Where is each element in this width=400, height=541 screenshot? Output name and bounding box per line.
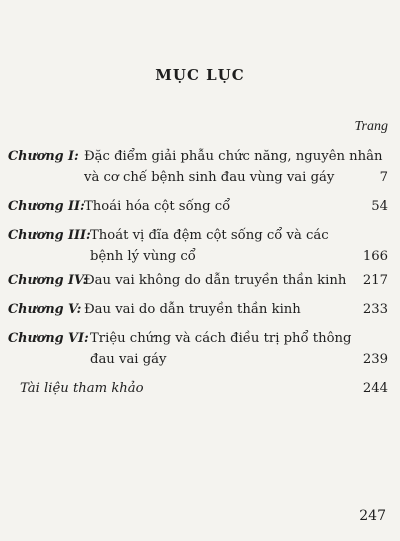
chapter-title-line-1: Đau vai không do dẫn truyền thần kinh [84, 273, 347, 288]
page-title: MỤC LỤC [155, 66, 245, 84]
chapter-label: Chương I: [8, 149, 79, 164]
chapter-title-line-1: Đau vai do dẫn truyền thần kinh [84, 302, 301, 317]
toc-entry-chapter-4[interactable] [8, 270, 388, 291]
toc-entry-chapter-5[interactable] [8, 299, 388, 320]
page-column-label: Trang [354, 119, 388, 134]
chapter-label: Chương III: [8, 228, 91, 243]
chapter-page-number: 233 [362, 302, 388, 317]
chapter-label: Chương V: [8, 302, 82, 317]
toc-entry-references[interactable] [20, 378, 388, 399]
chapter-title-line-2: bệnh lý vùng cổ [90, 249, 196, 264]
chapter-page-number: 239 [362, 352, 388, 367]
chapter-page-number: 7 [379, 170, 388, 185]
toc-entry-chapter-1[interactable] [8, 146, 388, 188]
page-number: 247 [359, 508, 386, 524]
chapter-label: Chương IV: [8, 273, 88, 288]
chapter-title-line-1: Thoái hóa cột sống cổ [84, 199, 231, 214]
chapter-title-line-2: và cơ chế bệnh sinh đau vùng vai gáy [84, 170, 335, 185]
toc-entry-chapter-2[interactable] [8, 196, 388, 217]
chapter-title-line-1: Triệu chứng và cách điều trị phổ thông [90, 331, 352, 346]
chapter-page-number: 166 [362, 249, 388, 264]
references-label: Tài liệu tham khảo [20, 381, 144, 396]
chapter-label: Chương VI: [8, 331, 89, 346]
chapter-page-number: 217 [362, 273, 388, 288]
toc-entry-chapter-6[interactable] [8, 328, 388, 370]
chapter-page-number: 54 [371, 199, 388, 214]
chapter-title-line-2: đau vai gáy [90, 352, 167, 367]
chapter-title-line-1: Thoát vị đĩa đệm cột sống cổ và các [90, 228, 329, 243]
chapter-title-line-1: Đặc điểm giải phẫu chức năng, nguyên nhân [84, 149, 383, 164]
chapter-label: Chương II: [8, 199, 85, 214]
toc-entry-chapter-3[interactable] [8, 225, 388, 267]
references-page-number: 244 [362, 381, 388, 396]
